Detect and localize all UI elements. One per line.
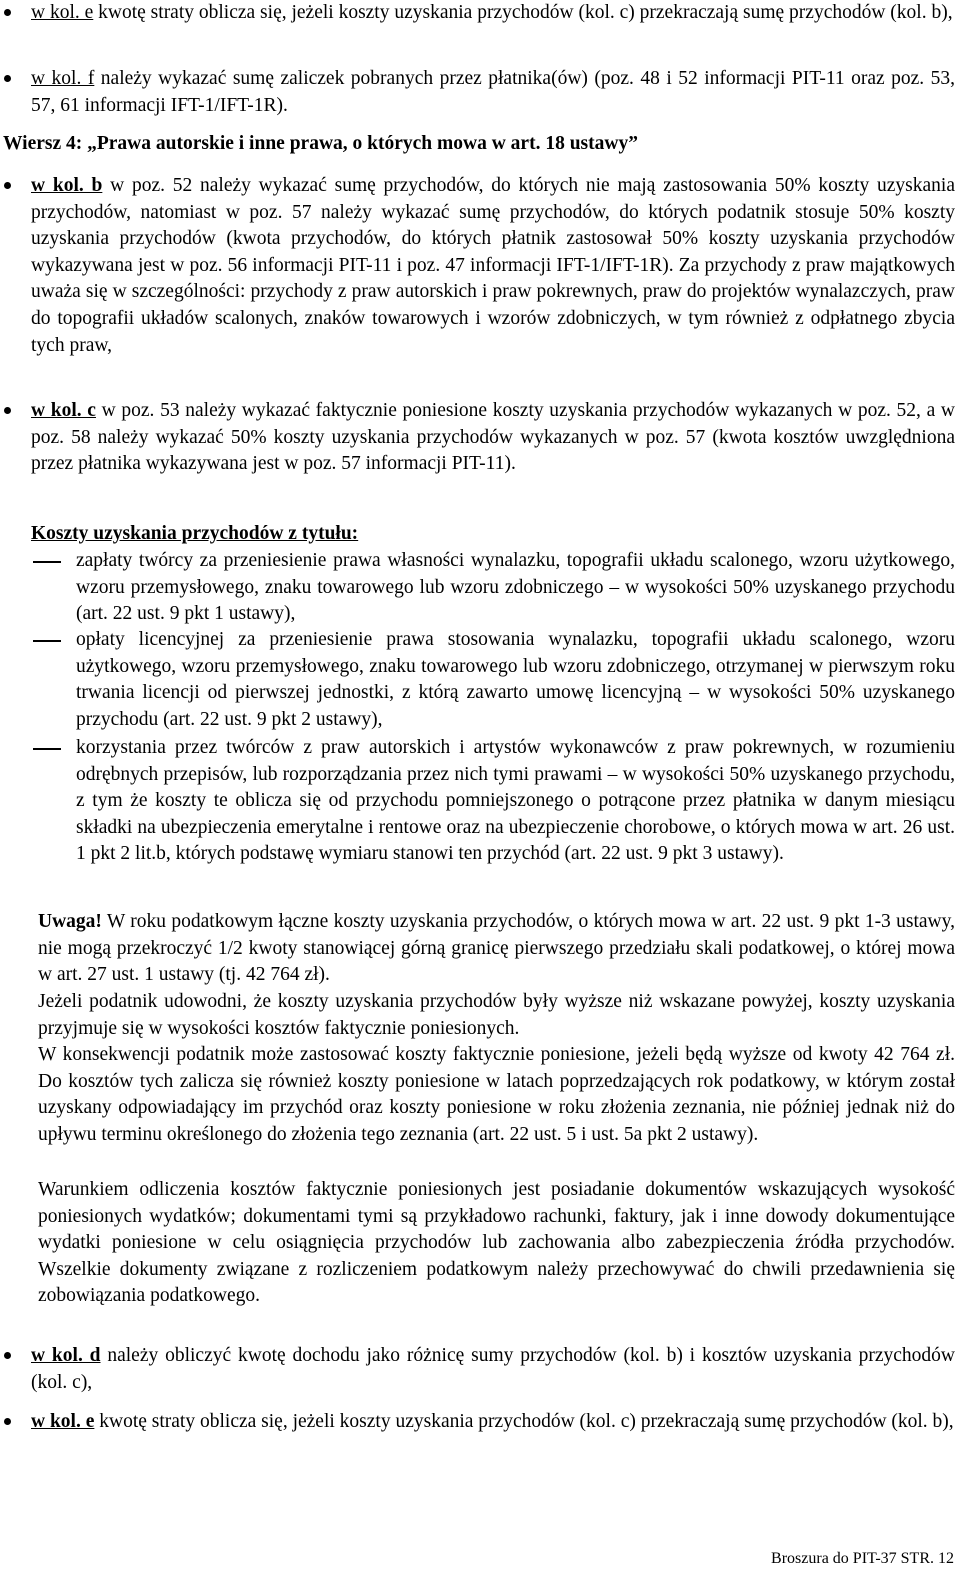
column-ref: w kol. d xyxy=(31,1345,101,1366)
column-ref: w kol. c xyxy=(31,400,96,421)
dash-icon xyxy=(33,640,61,642)
list-item-text: w kol. f należy wykazać sumę zaliczek pobranych przez płatnika(ów) (poz. 48 i 52 informacji PIT-11 oraz poz. 53, 57, 61 informacji IFT-1/IFT-1R). xyxy=(31,68,955,116)
list-item xyxy=(31,548,955,628)
list-item-text: opłaty licencyjnej za przeniesienie prawa stosowania wynalazku, topografii układu scalonego, wzoru użytkowego, wzoru przemysłowego, znaku towarowego lub wzoru zdobniczego, otrzymanej w pierwszym roku trwania licencji od pierwszej jednostki, z którą zawarto umowę licencyjną – w wysokości 50% uzyskanego przychodu (art. 22 ust. 9 pkt 2 ustawy), xyxy=(76,629,955,730)
paragraph: W konsekwencji podatnik może zastosować koszty faktycznie poniesione, jeżeli będą wyższe od kwoty 42 764 zł. Do kosztów tych zalicza się również koszty poniesione w latach poprzedzających rok podatkowy, w którym został uzyskany odpowiadający im przychód oraz koszty poniesione w roku złożenia zeznania, nie później jednak niż do upływu terminu określonego do złożenia tego zeznania (art. 22 ust. 5 i ust. 5a pkt 2 ustawy). xyxy=(38,1044,955,1145)
list-item xyxy=(0,66,955,119)
note-label: Uwaga! xyxy=(38,911,102,932)
list-item-text: w kol. e kwotę straty oblicza się, jeżeli koszty uzyskania przychodów (kol. c) przekraczają sumę przychodów (kol. b), xyxy=(31,2,953,23)
page-footer: Broszura do PIT-37 STR. 12 xyxy=(771,1550,954,1567)
column-ref: w kol. b xyxy=(31,175,103,196)
list-item-text: w kol. c w poz. 53 należy wykazać faktycznie poniesione koszty uzyskania przychodów wykazanych w poz. 52, a w poz. 58 należy wykazać 50% koszty uzyskania przychodów wykazanych w poz. 57 (kwota kosztów uwzględniona przez płatnika wykazywana jest w poz. 57 informacji PIT-11). xyxy=(31,400,956,475)
list-item-text: w kol. d należy obliczyć kwotę dochodu jako różnicę sumy przychodów (kol. b) i kosztów uzyskania przychodów (kol. c), xyxy=(31,1345,955,1393)
costs-heading: Koszty uzyskania przychodów z tytułu: xyxy=(31,523,359,544)
list-item xyxy=(0,173,955,359)
column-ref: w kol. f xyxy=(31,68,95,89)
list-item xyxy=(0,0,955,27)
bullet-icon xyxy=(4,1352,11,1359)
dash-icon xyxy=(33,748,61,750)
list-item xyxy=(0,398,955,478)
bullet-icon xyxy=(4,75,11,82)
dash-icon xyxy=(33,561,61,563)
list-item-text: zapłaty twórcy za przeniesienie prawa własności wynalazku, topografii układu scalonego, wzoru użytkowego, wzoru przemysłowego, znaku towarowego lub wzoru zdobniczego – w wysokości 50% uzyskanego przychodu (art. 22 ust. 9 pkt 1 ustawy), xyxy=(76,550,955,625)
list-item xyxy=(0,1343,955,1396)
section-heading: Wiersz 4: „Prawa autorskie i inne prawa, o których mowa w art. 18 ustawy” xyxy=(3,133,638,154)
bullet-icon xyxy=(4,9,11,16)
bullet-icon xyxy=(4,182,11,189)
column-ref: w kol. e xyxy=(31,2,94,23)
paragraph: Jeżeli podatnik udowodni, że koszty uzyskania przychodów były wyższe niż wskazane powyżej, koszty uzyskania przyjmuje się w wysokości kosztów faktycznie poniesionych. xyxy=(38,991,955,1039)
bullet-icon xyxy=(4,1418,11,1425)
bullet-icon xyxy=(4,407,11,414)
list-item xyxy=(31,627,955,733)
column-ref: w kol. e xyxy=(31,1411,95,1432)
note-paragraph: Uwaga! W roku podatkowym łączne koszty uzyskania przychodów, o których mowa w art. 22 ust. 9 pkt 1-3 ustawy, nie mogą przekroczyć 1/2 kwoty stanowiącej górną granicę pierwszego przedziału skali podatkowej, o której mowa w art. 27 ust. 1 ustawy (tj. 42 764 zł). xyxy=(38,911,955,986)
list-item xyxy=(0,1409,955,1436)
list-item-text: korzystania przez twórców z praw autorskich i artystów wykonawców z praw pokrewnych, w rozumieniu odrębnych przepisów, lub rozporządzania przez nich tymi prawami – w wysokości 50% uzyskanego przychodu, z tym że koszty te oblicza się od przychodu pomniejszonego o potrącone przez płatnika w danym miesiącu składki na ubezpieczenia emerytalne i rentowe oraz na ubezpieczenie chorobowe, o których mowa w art. 26 ust. 1 pkt 2 lit.b, których podstawę wymiaru stanowi ten przychód (art. 22 ust. 9 pkt 3 ustawy). xyxy=(76,737,955,865)
list-item-text: w kol. e kwotę straty oblicza się, jeżeli koszty uzyskania przychodów (kol. c) przekraczają sumę przychodów (kol. b), xyxy=(31,1411,954,1432)
paragraph: Warunkiem odliczenia kosztów faktycznie poniesionych jest posiadanie dokumentów wskazujących wysokość poniesionych wydatków; dokumentami tymi są przykładowo rachunki, faktury, jak i inne dowody dokumentujące wydatki poniesione w celu osiągnięcia przychodów lub zachowania albo zabezpieczenia źródła przychodów. Wszelkie dokumenty związane z rozliczeniem podatkowym należy przechowywać do chwili przedawnienia się zobowiązania podatkowego. xyxy=(38,1179,955,1307)
list-item xyxy=(31,735,955,868)
list-item-text: w kol. b w poz. 52 należy wykazać sumę przychodów, do których nie mają zastosowania 50% koszty uzyskania przychodów, natomiast w poz. 57 należy wykazać sumę przychodów, do których podatnik stosuje 50% koszty uzyskania przychodów (kwota przychodów, do których płatnik zastosował 50% koszty uzyskania przychodów wykazywana jest w poz. 56 informacji PIT-11 i poz. 47 informacji IFT-1/IFT-1R). Za przychody z praw majątkowych uważa się w szczególności: przychody z praw autorskich i praw pokrewnych, praw do projektów wynalazczych, praw do topografii układów scalonych, znaków towarowych i wzorów zdobniczych, w tym również z odpłatnego zbycia tych praw, xyxy=(31,175,955,356)
